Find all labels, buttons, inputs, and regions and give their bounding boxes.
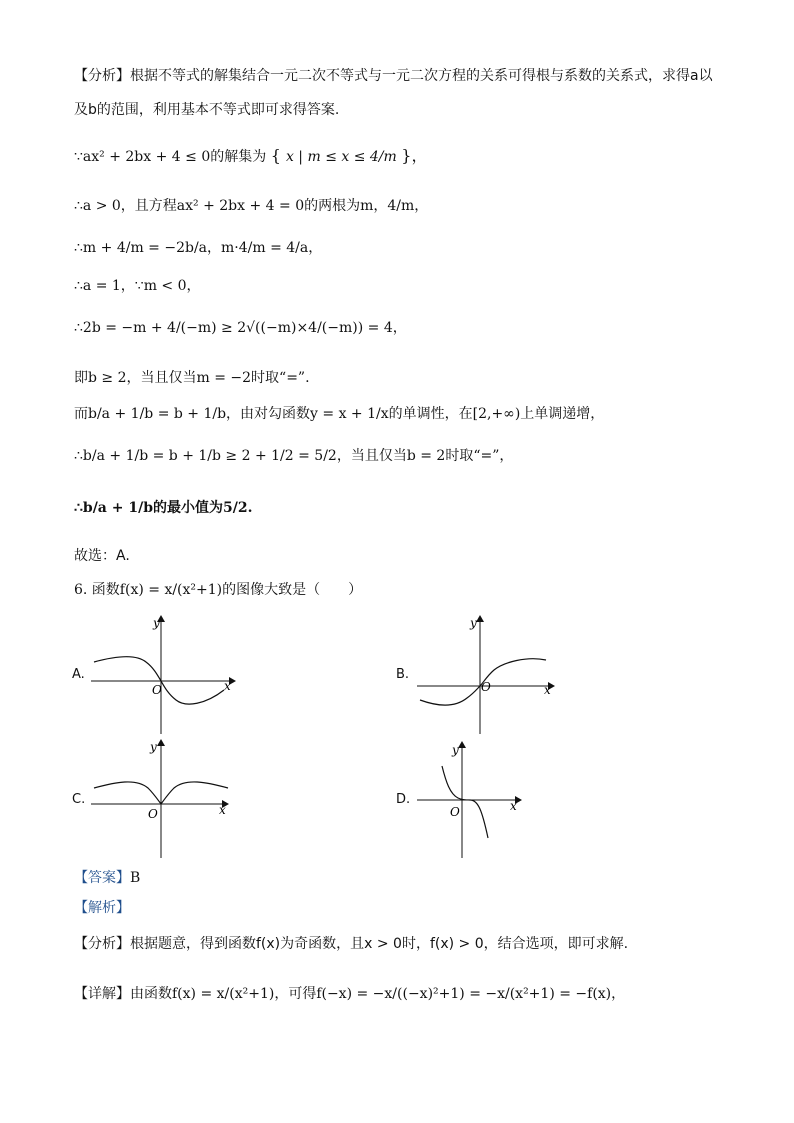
origin-label: O [450,805,460,819]
graph-d [412,738,562,862]
detail-line-5-text: ∴m + 4/m = −2b/a，m·4/m = 4/a， [74,240,323,256]
y-label: y [150,740,157,754]
choice-line [74,546,130,566]
detail-line-11 [74,498,252,518]
x-label: x [219,803,226,817]
option-b-label: B. [396,667,410,682]
origin-label: O [152,683,162,697]
graph-b [412,614,562,738]
detail-line-4 [74,196,428,216]
detail-line-9 [74,404,604,424]
detail-line-10-text: ∴b/a + 1/b = b + 1/b ≥ 2 + 1/2 = 5/2，当且仅当b = 2时取“=”， [74,448,514,464]
question-6 [74,580,362,600]
answer-value: B [130,870,141,886]
y-label: y [153,616,160,630]
detail-line-8-text: 即b ≥ 2，当且仅当m = −2时取“=”. [74,370,310,386]
detail-line-3: ∵ax² + 2bx + 4 ≤ 0的解集为 { x | m ≤ x ≤ 4/m }， [74,146,428,165]
graph-c [86,738,236,862]
y-axis-arrow [458,741,466,748]
curve-d [442,766,488,838]
solution-set-text: x | m ≤ x ≤ 4/m [285,149,397,165]
detail-line-9-text: 而b/a + 1/b = b + 1/b，由对勾函数y = x + 1/x的单调性，在[2,+∞)上单调递增， [74,406,605,422]
option-a-label: A. [72,667,85,682]
detail-line-4-text: ∴a > 0，且方程ax² + 2bx + 4 = 0的两根为m，4/m， [74,198,429,214]
y-axis-arrow [476,615,484,622]
detail-final-text: 【详解】由函数f(x) = x/(x²+1)，可得f(−x) = −x/((−x)²+1) = −x/(x²+1) = −f(x)， [74,986,626,1002]
answer-line [74,868,140,888]
choice-text: 故选：A. [74,548,130,564]
x-label: x [224,679,231,693]
origin-label: O [481,680,491,694]
detail-line-7 [74,318,407,338]
analysis-paragraph-line-2 [74,100,339,120]
y-label: y [452,743,459,757]
analysis-text-1: 【分析】根据不等式的解集结合一元二次不等式与一元二次方程的关系可得根与系数的关系式，求得a以 [74,68,713,84]
x-label: x [544,683,551,697]
option-d-label: D. [396,792,411,807]
detail-line-6-text: ∴a = 1，∵m < 0， [74,278,201,294]
detail-line-11-text: ∴b/a + 1/b的最小值为5/2. [74,500,253,516]
analysis-tag: 【解析】 [74,900,130,916]
analysis-heading-line [74,898,130,918]
analysis-line [74,934,628,954]
detail-line-7-text: ∴2b = −m + 4/(−m) ≥ 2√((−m)×4/(−m)) = 4， [74,320,407,336]
graph-a [86,614,236,738]
option-c-label: C. [72,792,86,807]
origin-label: O [148,807,158,821]
analysis-paragraph-line-1 [74,66,713,86]
answer-tag: 【答案】 [74,870,130,886]
question-6-text: 6. 函数f(x) = x/(x²+1)的图像大致是（ ） [74,582,363,598]
x-label: x [510,799,517,813]
detail-line-5 [74,238,322,258]
analysis-text-2: 及b的范围，利用基本不等式即可求得答案. [74,102,340,118]
y-axis-arrow [157,739,165,746]
y-label: y [470,616,477,630]
detail-line-final [74,984,625,1004]
detail-line-8 [74,368,310,388]
detail-line-6 [74,276,201,296]
analysis-line-text: 【分析】根据题意，得到函数f(x)为奇函数，且x > 0时，f(x) > 0，结合选项，即可求解. [74,936,629,952]
solution-set: { [270,146,286,165]
detail-line-3-text: ∵ax² + 2bx + 4 ≤ 0的解集为 [74,149,267,165]
detail-line-10 [74,446,513,466]
